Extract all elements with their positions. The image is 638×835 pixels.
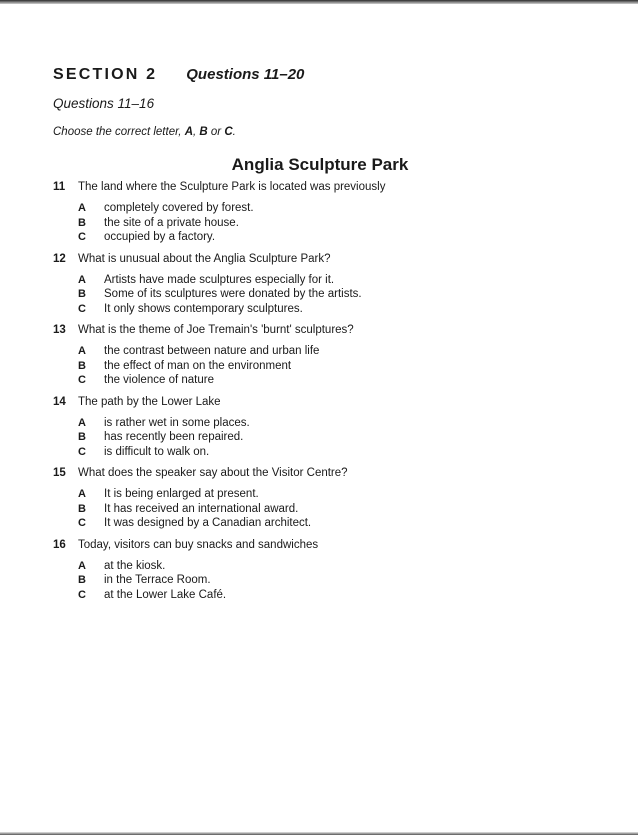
option-item[interactable] [53, 416, 593, 431]
page-title [0, 155, 638, 175]
option-text: completely covered by forest. [104, 202, 254, 214]
option-text: the site of a private house. [104, 216, 239, 229]
instruction-text [53, 126, 236, 138]
question-number: 16 [53, 538, 66, 551]
option-item[interactable] [53, 302, 593, 317]
option-item[interactable] [53, 559, 593, 574]
option-item[interactable] [53, 287, 593, 302]
option-letter: B [78, 502, 86, 515]
instruction-prefix: Choose the correct letter, [53, 126, 185, 138]
instruction-sep-1: , [193, 126, 200, 138]
option-item[interactable] [53, 445, 593, 460]
question-number: 12 [53, 252, 66, 265]
option-item[interactable] [53, 201, 593, 216]
option-letter: B [78, 359, 86, 372]
option-item[interactable] [53, 230, 593, 245]
option-text: occupied by a factory. [104, 231, 216, 243]
question-number: 13 [53, 324, 66, 336]
option-item[interactable] [53, 573, 593, 588]
question-item [53, 251, 593, 317]
option-text: It is being enlarged at present. [104, 488, 259, 500]
option-letter: A [78, 345, 86, 357]
option-item[interactable] [53, 502, 593, 517]
question-line [53, 251, 593, 268]
question-item [53, 322, 593, 388]
page-title-text: Anglia Sculpture Park [231, 155, 409, 174]
option-list [53, 487, 593, 531]
option-text: in the Terrace Room. [104, 574, 211, 586]
option-item[interactable] [53, 430, 593, 445]
question-text: The land where the Sculpture Park is located was previously [78, 181, 386, 193]
question-text: What is unusual about the Anglia Sculpture Park? [78, 252, 331, 265]
option-text: at the kiosk. [104, 559, 166, 572]
option-text: has recently been repaired. [104, 431, 244, 443]
option-letter: B [78, 288, 86, 300]
option-item[interactable] [53, 487, 593, 502]
question-number: 11 [53, 181, 66, 193]
option-item[interactable] [53, 516, 593, 531]
option-text: It was designed by a Canadian architect. [104, 517, 312, 529]
option-letter: A [78, 559, 86, 572]
option-text: the effect of man on the environment [104, 359, 292, 372]
question-text: What does the speaker say about the Visitor Centre? [78, 467, 348, 479]
section-heading [53, 66, 304, 84]
option-letter: A [78, 273, 86, 286]
option-letter: A [78, 202, 86, 214]
question-item [53, 179, 593, 245]
instruction-sep-2: or [207, 126, 225, 138]
option-letter: C [78, 231, 86, 243]
option-item[interactable] [53, 359, 593, 374]
option-letter: C [78, 302, 86, 315]
option-list [53, 273, 593, 317]
instruction-letter-b: B [199, 126, 208, 138]
option-letter: C [78, 445, 86, 458]
option-text: It has received an international award. [104, 502, 299, 515]
option-item[interactable] [53, 373, 593, 388]
option-letter: A [78, 488, 86, 500]
question-item [53, 394, 593, 460]
option-letter: C [78, 517, 86, 529]
option-letter: C [78, 588, 86, 601]
option-letter: B [78, 574, 86, 586]
question-line [53, 179, 593, 196]
option-text: at the Lower Lake Café. [104, 588, 227, 601]
option-item[interactable] [53, 273, 593, 288]
section-questions-range: Questions 11–20 [186, 66, 305, 83]
option-list [53, 416, 593, 460]
question-number: 14 [53, 395, 66, 408]
option-item[interactable] [53, 588, 593, 603]
question-line [53, 465, 593, 482]
option-text: the violence of nature [104, 374, 214, 386]
question-list [53, 179, 593, 608]
question-line [53, 322, 593, 339]
option-letter: B [78, 216, 86, 229]
subsection-range: Questions 11–16 [53, 96, 155, 111]
option-text: It only shows contemporary sculptures. [104, 302, 303, 315]
option-text: the contrast between nature and urban life [104, 345, 320, 357]
option-list [53, 559, 593, 603]
option-text: is rather wet in some places. [104, 416, 250, 429]
option-letter: B [78, 431, 86, 443]
question-line [53, 537, 593, 554]
instruction-suffix: . [232, 126, 236, 138]
option-letter: A [78, 416, 86, 429]
option-letter: C [78, 374, 86, 386]
section-label: SECTION 2 [53, 66, 158, 83]
option-list [53, 344, 593, 388]
option-text: Artists have made sculptures especially for it. [104, 273, 335, 286]
instruction-letter-c: C [224, 126, 233, 138]
instruction-letter-a: A [184, 126, 193, 138]
option-item[interactable] [53, 344, 593, 359]
question-item [53, 537, 593, 603]
option-item[interactable] [53, 216, 593, 231]
option-text: is difficult to walk on. [104, 445, 210, 458]
question-number: 15 [53, 467, 66, 479]
question-line [53, 394, 593, 411]
question-item [53, 465, 593, 531]
option-text: Some of its sculptures were donated by the artists. [104, 288, 362, 300]
question-text: Today, visitors can buy snacks and sandwiches [78, 538, 319, 551]
question-text: What is the theme of Joe Tremain's 'burnt' sculptures? [78, 324, 354, 336]
question-text: The path by the Lower Lake [78, 395, 221, 408]
option-list [53, 201, 593, 245]
